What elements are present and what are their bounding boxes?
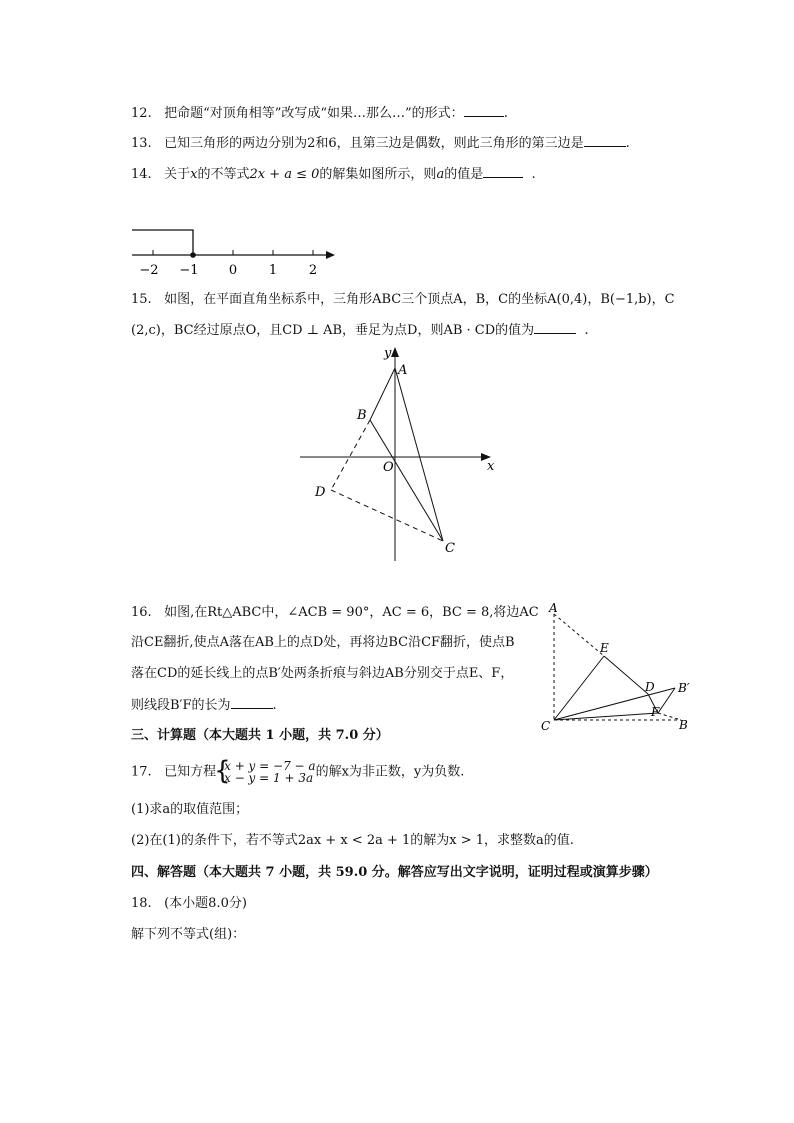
label-B: B [679, 718, 688, 732]
label-C: C [445, 541, 455, 556]
question-17-part2: (2)在(1)的条件下，若不等式2ax + x < 2a + 1的解为x > 1，求整数a的值. [131, 833, 574, 848]
question-17 [131, 760, 464, 784]
segment-AE-dashed [554, 614, 604, 656]
question-text: 已知方程 [164, 764, 217, 780]
question-18 [131, 895, 247, 913]
question-number: 16. [131, 605, 152, 620]
segment-ED [604, 656, 648, 694]
question-text: 如图，在平面直角坐标系中，三角形ABC三个顶点A，B，C的坐标A(0,4)，B(−1,b)，C [164, 292, 675, 307]
question-text: 沿CE翻折,使点A落在AB上的点D处，再将边BC沿CF翻折，使点B [131, 635, 515, 650]
label-C: C [541, 719, 551, 733]
answer-blank [534, 321, 576, 334]
segment-AB [370, 368, 395, 420]
question-13 [131, 134, 630, 153]
answer-blank [584, 134, 626, 147]
number-line-figure [128, 222, 343, 282]
answer-blank [231, 696, 273, 709]
period: . [531, 167, 536, 182]
question-text: 的不等式 [197, 167, 250, 182]
inequality: 2x + a ≤ 0 [249, 167, 320, 182]
question-16-line4 [131, 696, 277, 715]
question-18-text: 解下列不等式(组)： [131, 927, 246, 942]
label-D: D [315, 485, 326, 500]
tick-label: 0 [228, 263, 238, 278]
coordinate-figure-15 [295, 343, 500, 565]
arrow-icon [391, 347, 399, 357]
triangle-figure-16 [538, 600, 696, 735]
equation-1: { x + y = −7 − a [224, 759, 316, 773]
question-score: (本小题8.0分) [164, 896, 247, 911]
question-number: 17. [131, 764, 152, 780]
period: . [272, 698, 277, 713]
tick-label: −1 [179, 263, 199, 278]
question-16-line1 [131, 604, 539, 622]
question-15-line2 [131, 321, 589, 340]
question-14 [131, 165, 536, 184]
segment-AC [395, 368, 443, 541]
question-number: 13. [131, 136, 152, 151]
question-12 [131, 104, 508, 123]
question-number: 15. [131, 292, 152, 307]
label-x: x [487, 459, 495, 474]
segment-FB-dashed [658, 713, 681, 720]
label-A: A [549, 601, 558, 615]
question-text: 把命题“对顶角相等”改写成“如果…那么…”的形式： [164, 106, 464, 121]
section-heading-4: 四、解答题（本大题共 7 小题，共 59.0 分。解答应写出文字说明，证明过程或演算步骤） [131, 865, 658, 880]
period: . [584, 323, 589, 338]
label-O: O [383, 460, 394, 475]
question-text: 的解集如图所示，则 [319, 167, 437, 182]
question-number: 14. [131, 167, 152, 182]
solution-ray [132, 230, 193, 255]
segment-CF [554, 713, 658, 720]
question-text: 则线段B′F的长为 [131, 698, 231, 713]
label-y: y [384, 346, 392, 361]
label-Bprime: B′ [678, 681, 690, 695]
question-text: 关于 [164, 167, 191, 182]
question-text: 已知三角形的两边分别为2和6，且第三边是偶数，则此三角形的第三边是 [164, 136, 584, 151]
tick-label: −2 [139, 263, 159, 278]
math-var: a [436, 167, 445, 182]
label-F: F [651, 705, 660, 719]
label-A: A [398, 363, 408, 378]
equation-2: x − y = 1 + 3a [224, 771, 314, 785]
period: . [625, 136, 630, 151]
question-text: 的值是 [444, 167, 484, 182]
tick-label: 2 [308, 263, 318, 278]
tick-label: 1 [268, 263, 278, 278]
equation-system [216, 760, 315, 784]
label-D: D [645, 680, 655, 694]
question-text: 如图,在Rt△ABC中，∠ACB = 90°，AC = 6，BC = 8,将边AC [164, 605, 539, 620]
period: . [503, 106, 508, 121]
math-var: x [190, 167, 198, 182]
section-heading-3: 三、计算题（本大题共 1 小题，共 7.0 分） [131, 728, 389, 743]
question-text: 的解x为非正数，y为负数. [315, 764, 465, 780]
label-B: B [357, 408, 367, 423]
question-16-line3 [131, 665, 513, 683]
segment-BC [370, 420, 443, 541]
segment-CE [554, 656, 604, 720]
answer-blank [483, 165, 523, 178]
question-text: (2,c)，BC经过原点O，且CD ⊥ AB，垂足为点D，则AB · CD的值为 [131, 323, 535, 338]
question-text: 落在CD的延长线上的点B′处两条折痕与斜边AB分别交于点E、F， [131, 666, 514, 681]
answer-blank [464, 104, 504, 117]
segment-BD-dashed [331, 420, 370, 490]
question-number: 18. [131, 896, 152, 911]
question-15-line1 [131, 291, 675, 309]
arrow-icon [326, 251, 335, 259]
question-16-line2 [131, 634, 515, 652]
label-E: E [600, 641, 609, 655]
segment-CD-dashed [331, 490, 443, 541]
question-number: 12. [131, 106, 152, 121]
question-17-part1: (1)求a的取值范围； [131, 802, 249, 817]
